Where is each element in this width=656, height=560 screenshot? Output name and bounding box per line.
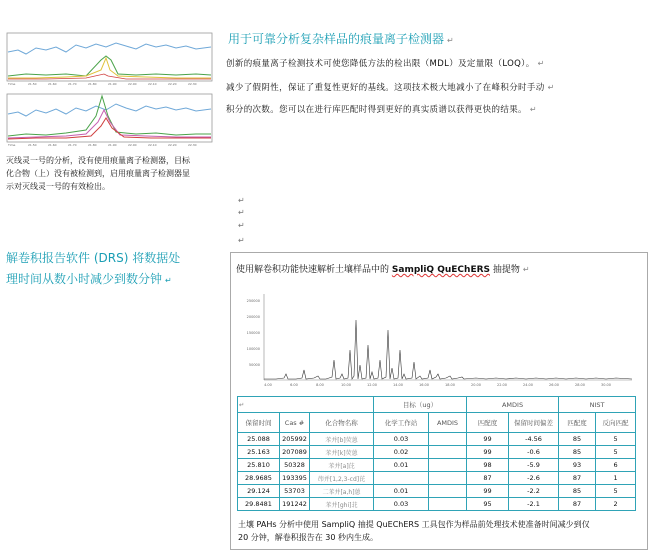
section1-paragraph-line-3: 积分的次数。您可以在进行库匹配时得到更好的真实质谱以获得更快的结果。 ↵ — [226, 105, 537, 115]
table-row: 29.124 53703 二苯并[a,h]蒽 0.01 99 -2.2 85 5 — [238, 485, 636, 498]
figure-footnote-line-2: 20 分钟，解卷积报告在 30 秒内生成。 — [238, 533, 378, 542]
paragraph-mark: ↵ — [238, 196, 245, 205]
svg-text:Time: Time — [8, 143, 16, 147]
svg-text:21.50: 21.50 — [28, 143, 37, 147]
svg-text:21.70: 21.70 — [68, 82, 77, 86]
svg-text:21.60: 21.60 — [48, 82, 57, 86]
chart-caption-line-3: 示对灭线灵一号的有效检出。 — [6, 182, 110, 191]
table-row: 25.163 207089 苯并[k]荧蒽 0.02 99 -0.6 85 5 — [238, 446, 636, 459]
section2-title-line-1: 解卷积报告软件 (DRS) 将数据处 — [6, 251, 181, 265]
paragraph-mark: ↵ — [238, 221, 245, 230]
group-header-amdis: AMDIS — [467, 397, 559, 413]
col-header: 化学工作站 — [374, 413, 429, 433]
svg-text:Time: Time — [8, 82, 16, 86]
col-header: 匹配度 — [467, 413, 509, 433]
group-header-target: 目标（ug） — [374, 397, 467, 413]
tic-x-tick: 28.00 — [574, 383, 586, 387]
table-group-header-row: ↵ 目标（ug） AMDIS NIST — [238, 397, 636, 413]
chart-caption-line-1: 灭线灵一号的分析，没有使用痕量离子检测器，目标 — [6, 156, 190, 165]
col-header: 保留时间偏差 — [509, 413, 559, 433]
svg-text:22.00: 22.00 — [128, 143, 137, 147]
table-row: 25.088 205992 苯并[b]荧蒽 0.03 99 -4.56 85 5 — [238, 433, 636, 446]
tic-x-tick: 14.00 — [392, 383, 404, 387]
drs-results-table — [237, 396, 636, 511]
tic-x-tick: 16.00 — [418, 383, 430, 387]
svg-text:22.30: 22.30 — [188, 82, 197, 86]
chromatogram-comparison-figure — [6, 30, 214, 150]
svg-text:21.90: 21.90 — [108, 143, 117, 147]
col-header: AMDIS — [429, 413, 467, 433]
table-row: 25.810 50328 苯并[a]芘 0.01 98 -5.9 93 6 — [238, 459, 636, 472]
tic-x-tick: 24.00 — [522, 383, 534, 387]
col-header: Cas # — [280, 413, 310, 433]
tic-chromatogram — [236, 290, 636, 394]
svg-text:21.80: 21.80 — [88, 82, 97, 86]
table-row: 28.9685 193395 茚并[1,2,3-cd]芘 87 -2.6 87 1 — [238, 472, 636, 485]
tic-x-tick: 4.00 — [264, 383, 272, 387]
col-header: 化合物名称 — [310, 413, 374, 433]
paragraph-mark: ↵ — [238, 208, 245, 217]
svg-text:22.20: 22.20 — [168, 143, 177, 147]
svg-text:22.10: 22.10 — [148, 143, 157, 147]
tic-x-tick: 26.00 — [548, 383, 560, 387]
col-header: 反向匹配 — [596, 413, 636, 433]
svg-text:21.70: 21.70 — [68, 143, 77, 147]
svg-text:21.80: 21.80 — [88, 143, 97, 147]
group-header-nist: NIST — [559, 397, 636, 413]
section2-title-line-2: 理时间从数小时减少到数分钟 ↵ — [6, 272, 172, 286]
tic-x-tick: 30.00 — [600, 383, 612, 387]
table-column-header-row — [238, 413, 636, 433]
figure-footnote-line-1: 土壤 PAHs 分析中使用 SampliQ 抽提 QuEChERS 工具包作为样品前处理技术使准备时间减少到仅 — [238, 520, 590, 529]
tic-x-tick: 20.00 — [470, 383, 482, 387]
svg-text:21.90: 21.90 — [108, 82, 117, 86]
tic-x-tick: 10.00 — [340, 383, 352, 387]
tic-x-tick: 22.00 — [496, 383, 508, 387]
col-header: 匹配度 — [559, 413, 596, 433]
svg-text:21.60: 21.60 — [48, 143, 57, 147]
svg-text:22.10: 22.10 — [148, 82, 157, 86]
svg-text:21.50: 21.50 — [28, 82, 37, 86]
chart-caption-line-2: 化合物（上）没有被检测到，启用痕量离子检测器显 — [6, 169, 190, 178]
tic-y-tick: 200000 — [246, 315, 260, 319]
tic-x-tick: 12.00 — [366, 383, 378, 387]
paragraph-mark: ↵ — [238, 236, 245, 245]
tic-y-tick: 50000 — [248, 363, 260, 367]
svg-text:22.30: 22.30 — [188, 143, 197, 147]
section1-paragraph-line-2: 减少了假阴性，保证了重复性更好的基线。这项技术极大地减小了在峰积分时手动 ↵ — [226, 83, 555, 93]
figure-title: 使用解卷积功能快速解析土壤样品中的 SampliQ QuEChERS 抽提物 ↵ — [236, 265, 530, 275]
section1-title: 用于可靠分析复杂样品的痕量离子检测器 ↵ — [228, 32, 454, 46]
tic-x-tick: 18.00 — [444, 383, 456, 387]
tic-y-tick: 150000 — [246, 331, 260, 335]
svg-text:22.00: 22.00 — [128, 82, 137, 86]
section1-paragraph-line-1: 创新的痕量离子检测技术可使您降低方法的检出限（MDL）及定量限（LOQ）。 ↵ — [226, 59, 545, 69]
tic-x-tick: 8.00 — [316, 383, 324, 387]
table-row: 29.8481 191242 苯并[ghi]苝 0.03 95 -2.1 87 2 — [238, 498, 636, 511]
tic-y-tick: 250000 — [246, 299, 260, 303]
tic-x-tick: 6.00 — [290, 383, 298, 387]
tic-y-tick: 100000 — [246, 347, 260, 351]
svg-text:22.20: 22.20 — [168, 82, 177, 86]
col-header: 保留时间 — [238, 413, 280, 433]
